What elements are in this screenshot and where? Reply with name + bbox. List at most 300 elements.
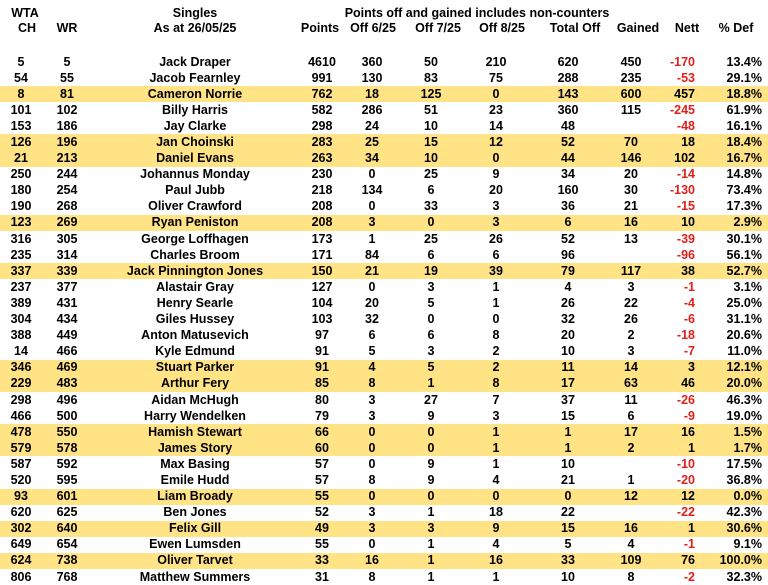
table-row: [0, 183, 768, 199]
table-row: [0, 456, 768, 472]
cell-name: Anton Matusevich: [141, 328, 249, 343]
cell-total: 288: [557, 70, 579, 85]
cell-ch: 250: [10, 167, 32, 182]
header-ch: CH: [17, 21, 37, 35]
cell-off2: 15: [398, 134, 464, 150]
cell-ch: 520: [10, 472, 32, 487]
cell-off2: 3: [427, 279, 435, 294]
cell-total: 15: [561, 408, 575, 423]
cell-ch: 389: [10, 295, 32, 310]
cell-off2: 0: [398, 424, 464, 440]
cell-wr: 81: [42, 86, 92, 102]
cell-nett: -9: [683, 408, 695, 423]
cell-off1: 0: [368, 456, 376, 471]
cell-name: Max Basing: [160, 456, 230, 471]
table-row: [0, 86, 768, 102]
cell-off3: 14: [489, 118, 503, 133]
cell-points: 298: [311, 118, 333, 133]
cell-points: 208: [311, 199, 333, 214]
cell-pct: 100.0%: [699, 553, 768, 569]
cell-pct: 42.3%: [726, 505, 762, 520]
cell-off2: 25: [424, 231, 438, 246]
table-row: [0, 344, 768, 360]
cell-off1: 0: [346, 424, 398, 440]
cell-ch: 237: [10, 279, 32, 294]
cell-wr: 5: [63, 54, 71, 69]
table-row: [0, 489, 768, 505]
cell-ch: 478: [0, 424, 42, 440]
cell-wr: 55: [60, 70, 74, 85]
cell-gained: 30: [624, 183, 638, 198]
cell-name: Cameron Norrie: [92, 86, 298, 102]
table-row: [0, 392, 768, 408]
cell-wr: 469: [42, 360, 92, 376]
cell-name: Stuart Parker: [92, 360, 298, 376]
cell-off3: 20: [489, 183, 503, 198]
cell-points: 218: [311, 183, 333, 198]
cell-nett: 1: [654, 440, 699, 456]
cell-off1: 134: [361, 183, 383, 198]
cell-off2: 25: [424, 167, 438, 182]
header-off3: Off 8/25: [479, 21, 525, 35]
header-wr: WR: [56, 21, 78, 35]
cell-nett: 76: [654, 553, 699, 569]
cell-nett: 10: [654, 215, 699, 231]
cell-off1: 0: [368, 167, 376, 182]
cell-gained: 16: [608, 215, 654, 231]
cell-off2: 51: [424, 102, 438, 117]
cell-wr: 601: [42, 489, 92, 505]
cell-total: 20: [561, 328, 575, 343]
cell-name: Jacob Fearnley: [149, 70, 241, 85]
cell-gained: 13: [624, 231, 638, 246]
cell-total: 79: [528, 263, 608, 279]
cell-gained: 235: [620, 70, 642, 85]
cell-total: 10: [561, 569, 575, 584]
cell-pct: 20.6%: [726, 328, 762, 343]
cell-pct: 14.8%: [726, 167, 762, 182]
cell-wr: 213: [42, 151, 92, 167]
cell-nett: -53: [676, 70, 695, 85]
cell-off1: 34: [346, 151, 398, 167]
cell-off1: 3: [346, 215, 398, 231]
cell-total: 620: [557, 54, 579, 69]
cell-off3: 0: [492, 312, 500, 327]
table-row: [0, 118, 768, 134]
cell-name: James Story: [92, 440, 298, 456]
cell-nett: -245: [669, 102, 695, 117]
cell-off1: 0: [368, 199, 376, 214]
cell-name: Jack Draper: [159, 54, 231, 69]
cell-ch: 235: [10, 247, 32, 262]
cell-nett: -18: [676, 328, 695, 343]
cell-nett: -4: [683, 295, 695, 310]
cell-pct: 17.5%: [726, 456, 762, 471]
cell-points: 52: [315, 505, 329, 520]
cell-name: Giles Hussey: [155, 312, 235, 327]
cell-off2: 9: [427, 408, 435, 423]
table-row: [0, 537, 768, 553]
cell-nett: -130: [669, 183, 695, 198]
cell-off1: 0: [346, 489, 398, 505]
cell-pct: 20.0%: [699, 376, 768, 392]
header-singles: Singles: [172, 6, 218, 20]
cell-off3: 2: [464, 360, 528, 376]
cell-ch: 304: [10, 312, 32, 327]
cell-points: 171: [311, 247, 333, 262]
cell-ch: 123: [0, 215, 42, 231]
cell-points: 60: [298, 440, 346, 456]
cell-ch: 8: [0, 86, 42, 102]
cell-gained: 16: [608, 521, 654, 537]
cell-ch: 126: [0, 134, 42, 150]
cell-wr: 377: [56, 279, 78, 294]
cell-gained: 20: [624, 167, 638, 182]
cell-pct: 18.8%: [699, 86, 768, 102]
cell-off2: 1: [427, 505, 435, 520]
cell-total: 360: [557, 102, 579, 117]
cell-ch: 54: [14, 70, 28, 85]
cell-off3: 1: [492, 279, 500, 294]
cell-points: 4610: [308, 54, 336, 69]
cell-points: 283: [298, 134, 346, 150]
cell-pct: 17.3%: [726, 199, 762, 214]
cell-wr: 654: [56, 537, 78, 552]
cell-ch: 806: [10, 569, 32, 584]
cell-points: 762: [298, 86, 346, 102]
table-row: [0, 167, 768, 183]
cell-points: 127: [311, 279, 333, 294]
cell-pct: 29.1%: [726, 70, 762, 85]
header-wta: WTA: [11, 6, 39, 20]
cell-off3: 9: [464, 521, 528, 537]
cell-ch: 624: [0, 553, 42, 569]
cell-name: Jay Clarke: [163, 118, 227, 133]
cell-gained: 450: [620, 54, 642, 69]
table-row: [0, 328, 768, 344]
table-body: [0, 54, 768, 585]
cell-nett: 38: [654, 263, 699, 279]
cell-wr: 550: [42, 424, 92, 440]
cell-gained: 11: [624, 392, 638, 407]
cell-nett: -48: [676, 118, 695, 133]
cell-off1: 6: [368, 328, 376, 343]
cell-points: 150: [298, 263, 346, 279]
cell-pct: 32.3%: [726, 569, 762, 584]
cell-off1: 16: [346, 553, 398, 569]
cell-gained: 12: [608, 489, 654, 505]
cell-ch: 101: [10, 102, 32, 117]
table-row: [0, 215, 768, 231]
cell-name: Hamish Stewart: [92, 424, 298, 440]
cell-off3: 1: [492, 569, 500, 584]
cell-wr: 254: [56, 183, 78, 198]
header-nett: Nett: [674, 21, 700, 35]
cell-off2: 1: [398, 376, 464, 392]
cell-off2: 5: [427, 295, 435, 310]
header-off2: Off 7/25: [415, 21, 461, 35]
cell-off3: 1: [464, 440, 528, 456]
cell-gained: 600: [608, 86, 654, 102]
cell-pct: 56.1%: [726, 247, 762, 262]
cell-points: 55: [298, 489, 346, 505]
cell-wr: 500: [56, 408, 78, 423]
cell-points: 80: [315, 392, 329, 407]
cell-total: 1: [528, 424, 608, 440]
cell-gained: [608, 118, 654, 134]
cell-points: 173: [311, 231, 333, 246]
header-note: Points off and gained includes non-counters: [344, 6, 610, 20]
cell-wr: 269: [42, 215, 92, 231]
cell-total: 33: [528, 553, 608, 569]
cell-off3: 12: [464, 134, 528, 150]
cell-total: 5: [564, 537, 572, 552]
cell-name: Harry Wendelken: [144, 408, 246, 423]
cell-off3: 6: [492, 247, 500, 262]
cell-wr: 595: [56, 472, 78, 487]
cell-pct: 25.0%: [726, 295, 762, 310]
cell-off2: 6: [427, 247, 435, 262]
cell-wr: 449: [56, 328, 78, 343]
cell-gained: 4: [627, 537, 635, 552]
cell-off2: 0: [427, 312, 435, 327]
cell-points: 33: [298, 553, 346, 569]
header-gained: Gained: [616, 21, 660, 35]
cell-name: Ryan Peniston: [92, 215, 298, 231]
cell-nett: 1: [654, 521, 699, 537]
cell-total: 15: [528, 521, 608, 537]
cell-off1: 3: [346, 521, 398, 537]
cell-pct: 0.0%: [699, 489, 768, 505]
header-off1: Off 6/25: [350, 21, 396, 35]
cell-wr: 268: [56, 199, 78, 214]
cell-total: 36: [561, 199, 575, 214]
cell-total: 37: [561, 392, 575, 407]
cell-off2: 9: [427, 456, 435, 471]
cell-nett: 16: [654, 424, 699, 440]
cell-off1: 286: [361, 102, 383, 117]
cell-pct: 36.8%: [726, 472, 762, 487]
cell-off1: 24: [365, 118, 379, 133]
cell-ch: 14: [14, 344, 28, 359]
table-row: [0, 312, 768, 328]
cell-off1: 20: [365, 295, 379, 310]
cell-name: Kyle Edmund: [155, 344, 235, 359]
cell-pct: 31.1%: [726, 312, 762, 327]
cell-off1: 130: [361, 70, 383, 85]
cell-off2: 6: [427, 183, 435, 198]
cell-total: 32: [561, 312, 575, 327]
cell-gained: 22: [624, 295, 638, 310]
table-row: [0, 279, 768, 295]
cell-ch: 316: [10, 231, 32, 246]
cell-gained: 6: [627, 408, 635, 423]
cell-nett: -2: [683, 569, 695, 584]
cell-ch: 587: [10, 456, 32, 471]
cell-pct: 2.9%: [699, 215, 768, 231]
cell-wr: 625: [56, 505, 78, 520]
cell-wr: 314: [56, 247, 78, 262]
cell-gained: 146: [608, 151, 654, 167]
cell-gained: 17: [608, 424, 654, 440]
cell-name: Charles Broom: [150, 247, 240, 262]
cell-off1: 8: [368, 472, 376, 487]
cell-wr: 496: [56, 392, 78, 407]
cell-gained: 26: [624, 312, 638, 327]
cell-off2: 5: [398, 360, 464, 376]
cell-ch: 298: [10, 392, 32, 407]
cell-wr: 305: [56, 231, 78, 246]
cell-ch: 649: [10, 537, 32, 552]
cell-off2: 33: [424, 199, 438, 214]
cell-off2: 3: [398, 521, 464, 537]
cell-off1: 0: [368, 537, 376, 552]
cell-total: 34: [561, 167, 575, 182]
cell-ch: 153: [10, 118, 32, 133]
cell-total: 17: [528, 376, 608, 392]
cell-ch: 229: [0, 376, 42, 392]
cell-wr: 483: [42, 376, 92, 392]
cell-wr: 768: [56, 569, 78, 584]
cell-total: 22: [561, 505, 575, 520]
cell-pct: 1.5%: [699, 424, 768, 440]
cell-ch: 302: [0, 521, 42, 537]
header-date: As at 26/05/25: [153, 21, 237, 35]
table-row: [0, 472, 768, 488]
cell-off2: 10: [398, 151, 464, 167]
cell-gained: [608, 505, 654, 521]
table-row: [0, 54, 768, 70]
cell-name: Johannus Monday: [140, 167, 250, 182]
cell-off2: 50: [424, 54, 438, 69]
cell-off1: 360: [361, 54, 383, 69]
cell-name: Jack Pinnington Jones: [92, 263, 298, 279]
cell-gained: 21: [624, 199, 638, 214]
cell-off1: 5: [368, 344, 376, 359]
cell-ch: 21: [0, 151, 42, 167]
cell-points: 31: [315, 569, 329, 584]
cell-name: Matthew Summers: [139, 569, 251, 584]
cell-off3: 3: [464, 215, 528, 231]
cell-gained: [608, 456, 654, 472]
cell-name: Ewen Lumsden: [149, 537, 241, 552]
cell-off1: 21: [346, 263, 398, 279]
cell-off3: 2: [492, 344, 500, 359]
header-points: Points: [300, 21, 340, 35]
cell-points: 66: [298, 424, 346, 440]
cell-ch: 346: [0, 360, 42, 376]
cell-points: 582: [311, 102, 333, 117]
cell-gained: 70: [608, 134, 654, 150]
cell-name: Arthur Fery: [92, 376, 298, 392]
cell-pct: 61.9%: [726, 102, 762, 117]
cell-total: 48: [561, 118, 575, 133]
table-row: [0, 521, 768, 537]
cell-off2: 0: [398, 489, 464, 505]
cell-gained: 63: [608, 376, 654, 392]
cell-points: 85: [298, 376, 346, 392]
cell-wr: 431: [56, 295, 78, 310]
table-row: [0, 376, 768, 392]
table-row: [0, 553, 768, 569]
cell-gained: 115: [620, 102, 642, 117]
table-row: [0, 102, 768, 118]
cell-nett: -14: [676, 167, 695, 182]
cell-points: 230: [311, 167, 333, 182]
cell-total: 11: [528, 360, 608, 376]
table-row: [0, 247, 768, 263]
cell-off3: 39: [464, 263, 528, 279]
cell-off1: 25: [346, 134, 398, 150]
cell-ch: 620: [10, 505, 32, 520]
cell-off1: 3: [368, 505, 376, 520]
cell-name: Liam Broady: [92, 489, 298, 505]
table-row: [0, 70, 768, 86]
header-total-off: Total Off: [549, 21, 601, 35]
cell-wr: 196: [42, 134, 92, 150]
cell-off2: 0: [398, 215, 464, 231]
cell-ch: 388: [10, 328, 32, 343]
cell-off3: 1: [492, 456, 500, 471]
cell-wr: 578: [42, 440, 92, 456]
cell-gained: 109: [608, 553, 654, 569]
cell-pct: 30.6%: [699, 521, 768, 537]
cell-wr: 186: [56, 118, 78, 133]
table-row: [0, 199, 768, 215]
cell-nett: -96: [676, 247, 695, 262]
cell-off3: 26: [489, 231, 503, 246]
cell-total: 1: [528, 440, 608, 456]
cell-gained: 3: [627, 344, 635, 359]
table-row: [0, 440, 768, 456]
cell-off1: 8: [346, 376, 398, 392]
cell-name: Paul Jubb: [165, 183, 225, 198]
cell-ch: 579: [0, 440, 42, 456]
cell-off3: 0: [464, 86, 528, 102]
table-row: [0, 151, 768, 167]
cell-ch: 337: [0, 263, 42, 279]
cell-name: Emile Hudd: [160, 472, 230, 487]
cell-off3: 0: [464, 151, 528, 167]
cell-pct: 52.7%: [699, 263, 768, 279]
cell-off3: 4: [492, 472, 500, 487]
cell-off1: 0: [346, 440, 398, 456]
cell-pct: 13.4%: [726, 54, 762, 69]
cell-nett: -20: [676, 472, 695, 487]
cell-points: 97: [315, 328, 329, 343]
cell-wr: 102: [56, 102, 78, 117]
cell-pct: 1.7%: [699, 440, 768, 456]
cell-wr: 339: [42, 263, 92, 279]
cell-total: 0: [528, 489, 608, 505]
cell-nett: -1: [683, 537, 695, 552]
cell-points: 57: [315, 472, 329, 487]
cell-pct: 18.4%: [699, 134, 768, 150]
cell-off2: 0: [398, 440, 464, 456]
cell-points: 49: [298, 521, 346, 537]
cell-pct: 11.0%: [727, 344, 762, 359]
cell-pct: 19.0%: [726, 408, 762, 423]
cell-nett: 18: [654, 134, 699, 150]
cell-off3: 1: [464, 424, 528, 440]
cell-off2: 125: [398, 86, 464, 102]
cell-wr: 738: [42, 553, 92, 569]
cell-off3: 16: [464, 553, 528, 569]
cell-off1: 4: [346, 360, 398, 376]
cell-nett: -1: [683, 279, 695, 294]
cell-off2: 9: [427, 472, 435, 487]
cell-off2: 1: [427, 569, 435, 584]
